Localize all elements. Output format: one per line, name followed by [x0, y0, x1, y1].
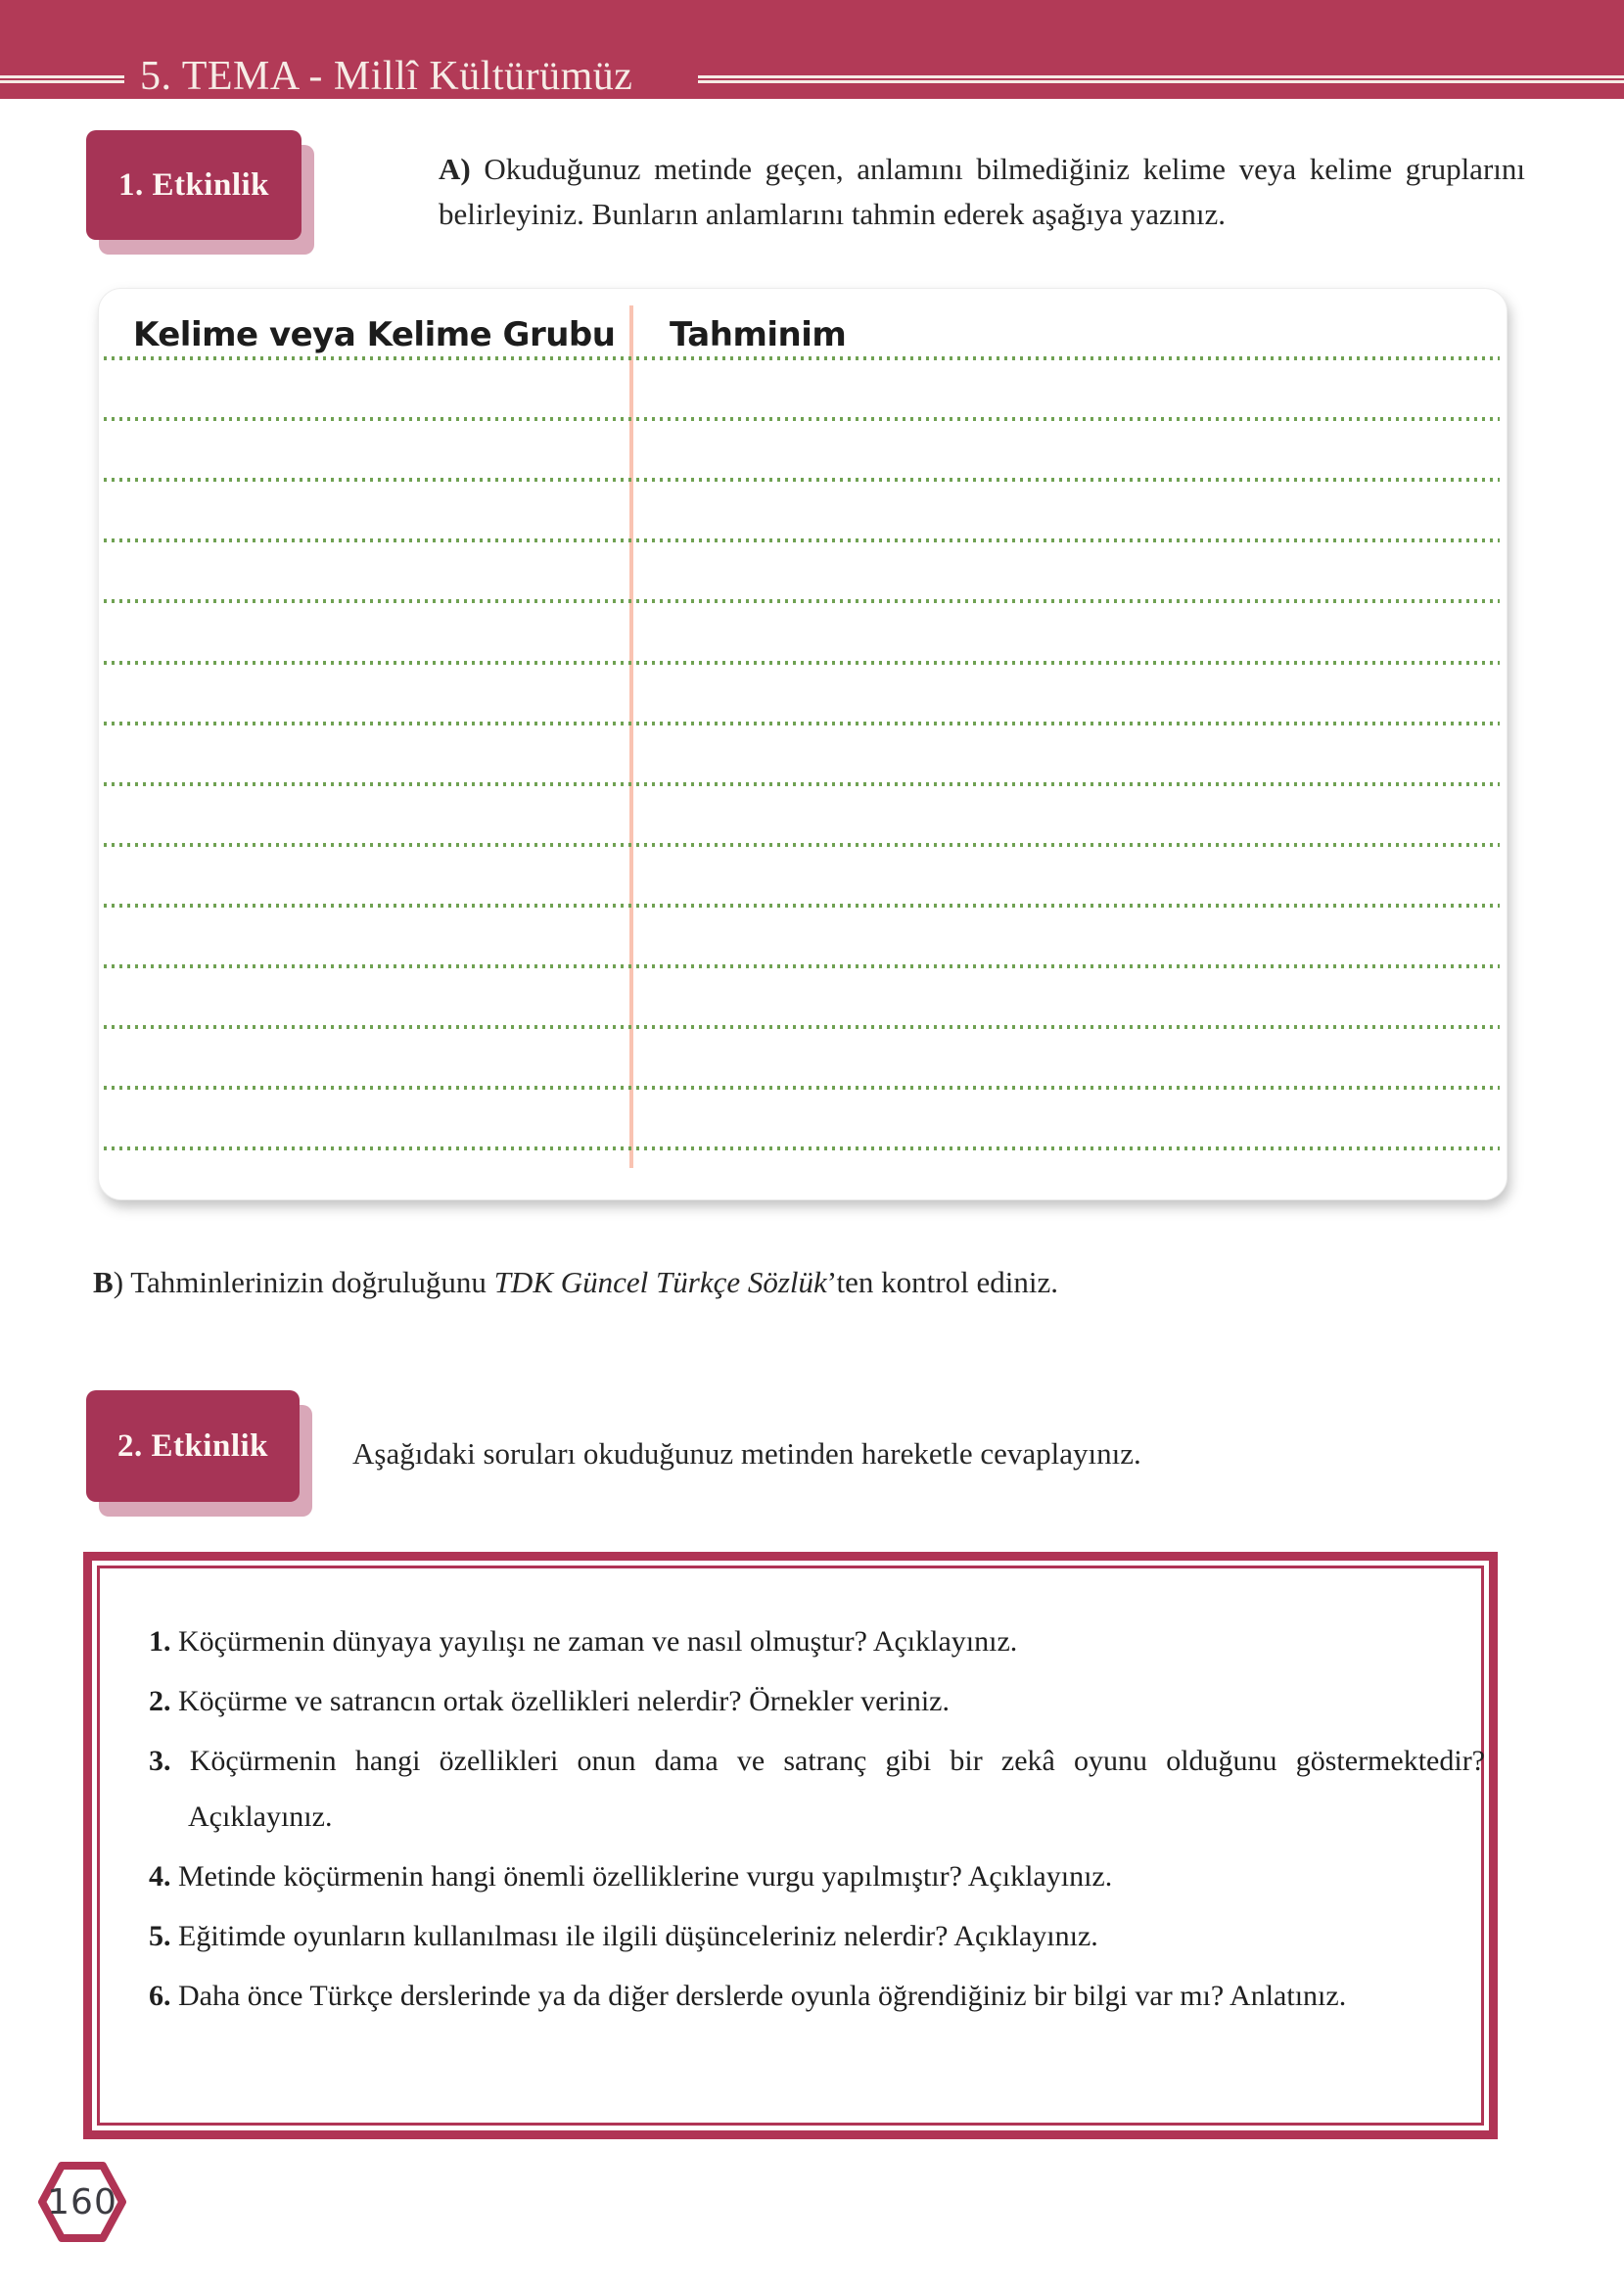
question-number: 6. — [149, 1980, 171, 2012]
table-header-underline — [104, 356, 1500, 360]
page-title: 5. TEMA - Millî Kültürümüz — [140, 54, 633, 99]
question-text: Köçürmenin hangi özellikleri onun dama ve satranç gibi bir zekâ oyunu olduğunu göstermektedir? Açıklayınız. — [170, 1745, 1485, 1833]
page-number-badge — [37, 2160, 127, 2244]
page-number: 160 — [47, 2181, 117, 2222]
table-blank-line — [104, 843, 1500, 847]
part-b-text-after: ’ten kontrol ediniz. — [826, 1265, 1058, 1299]
table-blank-line — [104, 1146, 1500, 1150]
question-item — [149, 1848, 1485, 1904]
activity2-badge — [86, 1390, 300, 1502]
question-number: 1. — [149, 1625, 171, 1658]
table-blank-line — [104, 599, 1500, 603]
activity2-instruction: Aşağıdaki soruları okuduğunuz metinden hareketle cevaplayınız. — [352, 1436, 1141, 1471]
word-table-card — [98, 288, 1508, 1200]
part-b-marker: B — [93, 1265, 114, 1299]
table-blank-line — [104, 904, 1500, 908]
question-item — [149, 1733, 1485, 1845]
activity1-label: 1. Etkinlik — [117, 166, 270, 203]
questions-list — [149, 1613, 1485, 2028]
question-text: Daha önce Türkçe derslerinde ya da diğer derslerde oyunla öğrendiğiniz bir bilgi var mı? Anlatınız. — [170, 1980, 1347, 2012]
activity1-badge — [86, 130, 302, 240]
question-item — [149, 1673, 1485, 1729]
question-item — [149, 1613, 1485, 1669]
question-text: Köçürme ve satrancın ortak özellikleri nelerdir? Örnekler veriniz. — [170, 1685, 950, 1717]
question-text: Metinde köçürmenin hangi önemli özelliklerine vurgu yapılmıştır? Açıklayınız. — [170, 1860, 1113, 1893]
table-blank-line — [104, 1025, 1500, 1029]
header-band — [0, 0, 1624, 99]
table-header-guess: Tahminim — [670, 315, 847, 354]
table-header-word-group: Kelime veya Kelime Grubu — [133, 315, 616, 354]
activity1-instruction-text: Okuduğunuz metinde geçen, anlamını bilmediğiniz kelime veya kelime gruplarını belirleyiniz. Bunların anlamlarını tahmin ederek aşağıya yazınız. — [439, 152, 1525, 231]
table-blank-line — [104, 417, 1500, 421]
table-blank-line — [104, 661, 1500, 665]
question-text: Köçürmenin dünyaya yayılışı ne zaman ve nasıl olmuştur? Açıklayınız. — [170, 1625, 1018, 1658]
question-number: 4. — [149, 1860, 171, 1893]
activity1-instruction — [439, 147, 1525, 237]
part-b-dictionary-name: TDK Güncel Türkçe Sözlük — [493, 1265, 827, 1299]
activity2-label: 2. Etkinlik — [116, 1427, 269, 1464]
question-text: Eğitimde oyunların kullanılması ile ilgili düşünceleriniz nelerdir? Açıklayınız. — [170, 1920, 1098, 1952]
question-number: 3. — [149, 1745, 171, 1777]
table-blank-line — [104, 722, 1500, 725]
question-number: 5. — [149, 1920, 171, 1952]
table-column-divider — [629, 305, 633, 1168]
table-blank-line — [104, 538, 1500, 542]
part-b-text-before: ) Tahminlerinizin doğruluğunu — [113, 1265, 494, 1299]
table-blank-line — [104, 478, 1500, 482]
table-blank-line — [104, 964, 1500, 968]
header-rule-left — [0, 75, 124, 83]
table-blank-line — [104, 1086, 1500, 1090]
table-blank-line — [104, 782, 1500, 786]
question-item — [149, 1968, 1485, 2024]
question-item — [149, 1908, 1485, 1964]
activity1-marker: A) — [439, 152, 471, 186]
part-b-instruction — [93, 1261, 1522, 1304]
header-rule-right — [698, 75, 1624, 83]
question-number: 2. — [149, 1685, 171, 1717]
